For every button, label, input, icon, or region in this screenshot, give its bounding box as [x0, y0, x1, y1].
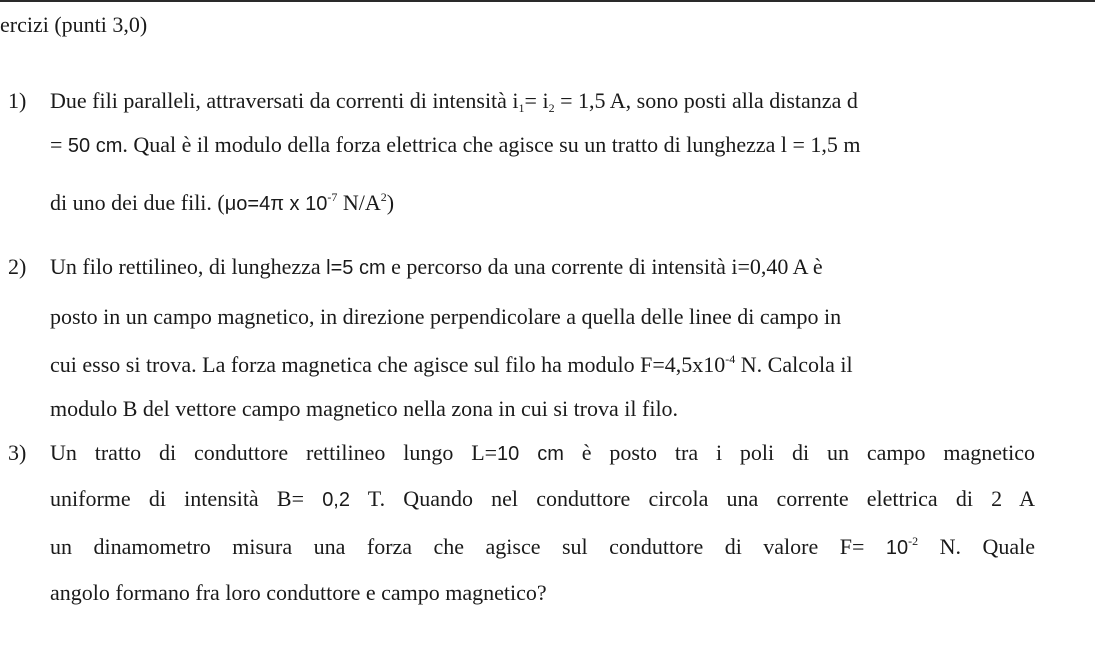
text-run: ) — [386, 190, 395, 215]
text-run: . Qual è il modulo della forza elettrica che agisce su un tratto di lunghezza l = 1,5 m — [122, 132, 861, 157]
formula-mu: μo=4π x 10 — [224, 193, 328, 215]
text-run: T. Quando nel conduttore circola una corrente elettrica di 2 A — [350, 486, 1036, 511]
superscript: -7 — [327, 190, 338, 204]
exercise-1-line-2 — [50, 132, 861, 158]
text-run: N. Quale — [918, 534, 1036, 559]
subscript: 1 — [518, 101, 525, 115]
superscript: -2 — [908, 534, 919, 548]
text-run: e percorso da una corrente di intensità i=0,40 A è — [385, 254, 823, 279]
text-run: 50 cm — [67, 135, 123, 157]
text-run: di uno dei due fili. ( — [50, 190, 225, 215]
exercise-number: 2) — [8, 254, 27, 279]
text-run: uniforme di intensità B= — [50, 486, 323, 511]
superscript: 2 — [380, 190, 387, 204]
exercise-2-line-2: posto in un campo magnetico, in direzione perpendicolare a quella delle linee di campo in — [50, 304, 842, 329]
exercise-2-line-3 — [50, 352, 853, 378]
exercise-3-line-2 — [50, 486, 1035, 512]
text-run: N/A — [337, 190, 381, 215]
exercise-3-line-3 — [50, 534, 1035, 560]
text-run: 10 — [885, 537, 909, 559]
exercise-2-line-4: modulo B del vettore campo magnetico nella zona in cui si trova il filo. — [50, 396, 679, 421]
text-run: = 1,5 A, sono posti alla distanza d — [554, 88, 858, 113]
text-run: = — [50, 132, 68, 157]
top-rule — [0, 0, 1095, 2]
section-heading: ercizi (punti 3,0) — [0, 12, 148, 37]
text-run: Un filo rettilineo, di lunghezza — [50, 254, 327, 279]
exercise-2-line-1 — [50, 254, 823, 280]
text-run: 10 cm — [497, 443, 564, 465]
exercise-3-line-4: angolo formano fra loro conduttore e campo magnetico? — [50, 580, 547, 605]
text-run: N. Calcola il — [735, 352, 853, 377]
text-run: 0,2 — [322, 489, 350, 511]
text-run: è posto tra i poli di un campo magnetico — [563, 440, 1035, 465]
exercise-1-line-1 — [50, 88, 858, 114]
text-run: un dinamometro misura una forza che agisce sul conduttore di valore F= — [50, 534, 886, 559]
subscript: 2 — [548, 101, 555, 115]
text-run: l=5 cm — [326, 257, 386, 279]
exercise-number: 1) — [8, 88, 27, 113]
exercise-3-line-1 — [50, 440, 1035, 466]
superscript: -4 — [725, 352, 736, 366]
text-run: = i — [524, 88, 549, 113]
text-run: Due fili paralleli, attraversati da correnti di intensità i — [50, 88, 519, 113]
text-run: cui esso si trova. La forza magnetica che agisce sul filo ha modulo F=4,5x10 — [50, 352, 726, 377]
exercise-number: 3) — [8, 440, 27, 465]
exercise-1-line-3 — [50, 190, 394, 216]
text-run: Un tratto di conduttore rettilineo lungo L= — [50, 440, 498, 465]
